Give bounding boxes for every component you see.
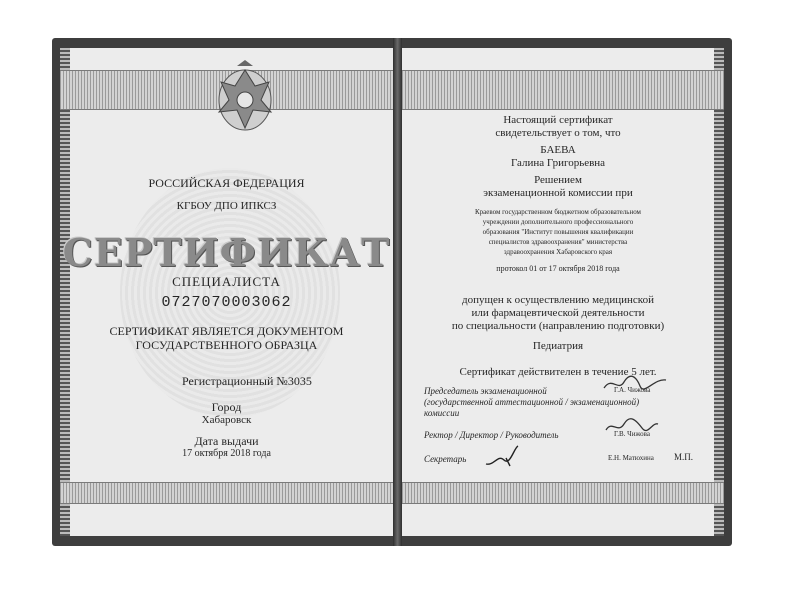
registration-label-text: Регистрационный № [182, 374, 288, 388]
decision-line-2: экзаменационной комиссии при [483, 187, 633, 199]
secretary-label: Секретарь [424, 454, 467, 464]
statement-line-2: ГОСУДАРСТВЕННОГО ОБРАЗЦА [135, 338, 318, 352]
cover-spine [393, 38, 402, 546]
validity-statement: Сертификат действителен в течение 5 лет. [459, 366, 657, 378]
chair-line-2: (государственной аттестационной / экзаменационной) [424, 397, 640, 407]
left-edge-pattern [60, 48, 70, 536]
certificate-left-page [60, 48, 393, 536]
intro-line-2: свидетельствует о том, что [495, 127, 621, 139]
institution-line-4: специалистов здравоохранения" министерства [488, 238, 628, 246]
left-bottom-ornament-band [60, 482, 393, 504]
protocol-line: протокол 01 от 17 октября 2018 года [496, 264, 620, 273]
rector-signature-icon [602, 416, 662, 436]
certificate-right-page [402, 48, 724, 536]
secretary-signature-icon [484, 444, 528, 470]
admission-line-3: по специальности (направлению подготовки) [451, 320, 665, 332]
certificate-title: СЕРТИФИКАТ [62, 230, 391, 275]
chair-line-1: Председатель экзаменационной [424, 386, 547, 396]
country-name: РОССИЙСКАЯ ФЕДЕРАЦИЯ [148, 176, 305, 190]
right-edge-pattern [714, 48, 724, 536]
right-bottom-ornament-band [402, 482, 724, 504]
city-name: Хабаровск [201, 414, 252, 426]
chair-line-3: комиссии [424, 408, 460, 418]
admission-line-1: допущен к осуществлению медицинской [462, 294, 654, 306]
specialty-name: Педиатрия [532, 340, 584, 352]
certificate-number: 0727070003062 [161, 294, 292, 311]
registration-number: 3035 [287, 374, 312, 388]
institution-line-3: образования "Институт повышения квалификации [482, 228, 634, 236]
admission-line-2: или фармацевтической деятельности [471, 307, 645, 319]
coat-of-arms-icon [205, 56, 285, 136]
holder-name: Галина Григорьевна [510, 157, 606, 169]
institution-line-1: Краевом государственном бюджетном образовательном [474, 208, 641, 216]
right-top-ornament-band [402, 70, 724, 110]
chair-signature-icon [600, 372, 670, 394]
intro-line-1: Настоящий сертификат [503, 114, 613, 126]
city-label: Город [211, 400, 242, 414]
issue-date: 17 октября 2018 года [182, 448, 271, 459]
rector-label: Ректор / Директор / Руководитель [424, 430, 559, 440]
registration-label [182, 374, 312, 389]
decision-line-1: Решением [534, 174, 582, 186]
secretary-name: Е.Н. Матюхина [608, 454, 654, 462]
certificate-subtitle: СПЕЦИАЛИСТА [172, 274, 281, 289]
organization-name: КГБОУ ДПО ИПКСЗ [176, 200, 277, 212]
rector-name: Г.В. Чижова [614, 430, 650, 438]
institution-line-5: здравоохранения Хабаровского края [503, 248, 613, 256]
seal-mark: М.П. [674, 452, 694, 462]
chair-name: Г.А. Чижова [614, 386, 651, 394]
holder-surname: БАЕВА [540, 144, 576, 156]
issue-date-label: Дата выдачи [194, 434, 259, 448]
statement-line-1: СЕРТИФИКАТ ЯВЛЯЕТСЯ ДОКУМЕНТОМ [109, 324, 344, 338]
institution-line-2: учреждении дополнительного профессионального [482, 218, 634, 226]
